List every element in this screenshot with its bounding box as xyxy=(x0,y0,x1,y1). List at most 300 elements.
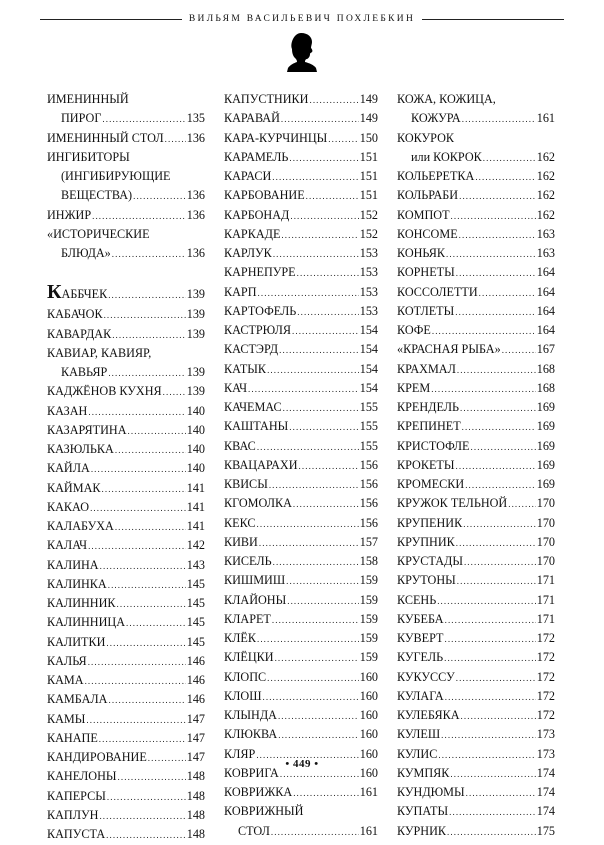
index-entry xyxy=(47,613,205,632)
dot-leader xyxy=(445,688,536,707)
index-entry xyxy=(47,479,205,498)
entry-page-number: 152 xyxy=(359,207,378,222)
index-entry xyxy=(47,382,205,401)
dot-leader xyxy=(299,457,359,476)
entry-page-number: 148 xyxy=(186,769,205,784)
index-entry xyxy=(224,283,378,302)
entry-page-number: 174 xyxy=(536,765,555,780)
entry-term: КАВАРДАК xyxy=(47,326,112,341)
dot-leader xyxy=(445,611,536,630)
entry-page-number: 162 xyxy=(536,207,555,222)
index-entry xyxy=(397,263,555,282)
index-entry xyxy=(224,571,378,590)
entry-page-number: 139 xyxy=(186,365,205,379)
entry-term: КАЙМАК xyxy=(47,480,101,495)
dot-leader xyxy=(106,826,186,845)
entry-page-number: 141 xyxy=(186,480,205,495)
dot-leader xyxy=(289,149,358,168)
header-rule-right xyxy=(422,19,564,20)
index-entry xyxy=(224,610,378,629)
index-entry xyxy=(224,186,378,205)
dot-leader xyxy=(257,515,359,534)
entry-page-number: 162 xyxy=(536,149,555,164)
dot-leader xyxy=(451,207,536,226)
index-entry xyxy=(397,206,555,225)
entry-term: КАЛИТКИ xyxy=(47,634,106,649)
dot-leader xyxy=(456,669,536,688)
index-entry xyxy=(47,167,205,186)
dot-leader xyxy=(257,438,359,457)
index-entry xyxy=(224,591,378,610)
dot-leader xyxy=(115,518,186,537)
entry-page-number: 154 xyxy=(359,323,378,337)
dot-leader xyxy=(309,91,358,110)
entry-term: КУКУССУ xyxy=(397,669,455,684)
dot-leader xyxy=(456,264,536,283)
entry-page-number: 160 xyxy=(359,669,378,684)
entry-term: КОЛЬРАБИ xyxy=(397,188,459,203)
index-entry xyxy=(47,498,205,517)
entry-term: КАЧ xyxy=(224,380,247,395)
index-entry xyxy=(47,556,205,575)
entry-page-number: 146 xyxy=(186,653,205,668)
dot-leader xyxy=(102,480,186,499)
entry-term: КАДЖЁНОВ КУХНЯ xyxy=(47,384,162,399)
entry-page-number: 172 xyxy=(536,669,555,684)
entry-page-number: 160 xyxy=(359,708,378,722)
index-entry xyxy=(397,109,555,128)
entry-term: КУМПЯК xyxy=(397,765,450,780)
entry-term: КАПУСТА xyxy=(47,827,106,841)
entry-term: КАМЫ xyxy=(47,711,86,726)
dot-leader xyxy=(290,207,358,226)
index-entry xyxy=(397,90,555,109)
index-entry xyxy=(397,706,555,725)
index-entry xyxy=(397,591,555,610)
index-entry xyxy=(47,305,205,324)
entry-page-number: 160 xyxy=(359,727,378,742)
entry-term: КРЕНДЕЛЬ xyxy=(397,400,460,414)
dot-leader xyxy=(99,730,186,749)
entry-page-number: 150 xyxy=(359,130,378,145)
dot-leader xyxy=(88,653,186,672)
dot-leader xyxy=(465,476,536,495)
index-entry xyxy=(397,244,555,263)
index-entry xyxy=(224,321,378,340)
entry-term: БЛЮДА» xyxy=(61,246,111,260)
entry-term: КВИСЫ xyxy=(224,477,268,491)
entry-term: КАРБОНАД xyxy=(224,207,290,222)
index-entry xyxy=(47,186,205,205)
entry-term: КАМА xyxy=(47,673,84,687)
index-entry xyxy=(397,302,555,321)
section-initial-letter: К xyxy=(47,281,62,304)
entry-term: КУРНИК xyxy=(397,823,447,838)
index-entry xyxy=(397,379,555,398)
index-entry xyxy=(224,822,378,841)
index-entry xyxy=(397,283,555,302)
entry-term: КРУСТАДЫ xyxy=(397,554,463,568)
entry-term: КАЗЮЛЬКА xyxy=(47,442,114,456)
entry-page-number: 169 xyxy=(536,477,555,491)
entry-term: ИНГИБИТОРЫ xyxy=(47,149,130,164)
dot-leader xyxy=(85,672,186,691)
dot-leader xyxy=(267,361,359,380)
entry-page-number: 159 xyxy=(359,592,378,607)
index-entry xyxy=(47,402,205,421)
entry-page-number: 168 xyxy=(536,361,555,376)
index-entry xyxy=(224,802,378,821)
dot-leader xyxy=(259,534,359,553)
entry-page-number: 162 xyxy=(536,188,555,203)
entry-term: КУГЕЛЬ xyxy=(397,650,444,665)
dot-leader xyxy=(449,803,536,822)
index-entry xyxy=(224,725,378,744)
index-entry xyxy=(47,459,205,478)
dot-leader xyxy=(163,383,186,402)
entry-page-number: 156 xyxy=(359,496,378,511)
entry-page-number: 161 xyxy=(536,111,555,126)
index-entry xyxy=(224,244,378,263)
entry-term: КАЛИННИК xyxy=(47,596,116,610)
entry-term: КОРНЕТЫ xyxy=(397,265,455,280)
index-entry xyxy=(397,514,555,533)
author-silhouette-icon xyxy=(286,31,318,73)
entry-term: КАЛИННИЦА xyxy=(47,615,126,630)
entry-term: КРАХМАЛ xyxy=(397,361,456,376)
entry-page-number: 170 xyxy=(536,496,555,511)
entry-page-number: 149 xyxy=(359,92,378,106)
entry-term: КАБАЧОК xyxy=(47,307,103,322)
entry-term: КЛЯР xyxy=(224,746,256,761)
entry-term: КАСТЭРД xyxy=(224,342,279,357)
entry-term: КИСЕЛЬ xyxy=(224,554,272,568)
entry-page-number: 164 xyxy=(536,284,555,299)
dot-leader xyxy=(281,226,358,245)
entry-term: КИШМИШ xyxy=(224,573,286,588)
entry-term: КАПЕРСЫ xyxy=(47,788,106,803)
header-title: ВИЛЬЯМ ВАСИЛЬЕВИЧ ПОХЛЕБКИН xyxy=(188,14,416,24)
index-entry xyxy=(397,687,555,706)
entry-page-number: 146 xyxy=(186,692,205,707)
dot-leader xyxy=(444,630,535,649)
entry-term: КОТЛЕТЫ xyxy=(397,303,455,318)
entry-page-number: 163 xyxy=(536,226,555,241)
index-entry xyxy=(224,90,378,109)
entry-page-number: 164 xyxy=(536,323,555,337)
entry-page-number: 153 xyxy=(359,246,378,260)
dot-leader xyxy=(466,784,536,803)
entry-page-number: 136 xyxy=(186,188,205,203)
index-entry xyxy=(397,148,555,167)
index-entry xyxy=(47,671,205,690)
dot-leader xyxy=(508,495,535,514)
entry-term: КОВРИЖКА xyxy=(224,785,293,799)
index-entry xyxy=(47,440,205,459)
dot-leader xyxy=(133,187,186,206)
entry-page-number: 145 xyxy=(186,576,205,591)
entry-term: КУЛАГА xyxy=(397,688,444,703)
entry-term: КАЛАЧ xyxy=(47,538,88,553)
dot-leader xyxy=(263,688,359,707)
index-entry xyxy=(397,725,555,744)
dot-leader xyxy=(457,572,536,591)
entry-page-number: 156 xyxy=(359,515,378,530)
index-entry xyxy=(397,340,555,359)
entry-page-number: 141 xyxy=(186,499,205,514)
index-entry xyxy=(397,648,555,667)
index-entry xyxy=(397,783,555,802)
entry-page-number: 139 xyxy=(186,384,205,399)
entry-page-number: 154 xyxy=(359,342,378,357)
index-entry xyxy=(397,610,555,629)
index-entry xyxy=(397,437,555,456)
entry-page-number: 139 xyxy=(186,326,205,341)
dot-leader xyxy=(432,322,536,341)
index-entry xyxy=(397,186,555,205)
index-entry xyxy=(224,437,378,456)
index-entry xyxy=(224,263,378,282)
entry-page-number: 148 xyxy=(186,788,205,803)
index-entry xyxy=(47,710,205,729)
entry-page-number: 167 xyxy=(536,342,555,357)
entry-term: КВАС xyxy=(224,438,256,453)
entry-term: КУВЕРТ xyxy=(397,631,444,645)
entry-term: КАНДИРОВАНИЕ xyxy=(47,750,147,764)
entry-page-number: 161 xyxy=(359,785,378,799)
entry-term: КРЕПИНЕТ xyxy=(397,419,461,434)
dot-leader xyxy=(117,595,186,614)
entry-page-number: 174 xyxy=(536,804,555,819)
entry-term: КОКУРОК xyxy=(397,130,454,145)
entry-page-number: 169 xyxy=(536,457,555,472)
entry-term: КОВРИГА xyxy=(224,765,279,780)
entry-term: КАКАО xyxy=(47,499,90,514)
dot-leader xyxy=(328,130,358,149)
dot-leader xyxy=(90,499,186,518)
index-entry xyxy=(397,571,555,590)
index-entry xyxy=(47,279,205,305)
entry-term: ИМЕНИННЫЙ СТОЛ xyxy=(47,130,164,145)
dot-leader xyxy=(463,515,536,534)
index-entry xyxy=(224,475,378,494)
entry-term: КАРЛУК xyxy=(224,246,272,260)
entry-page-number: 136 xyxy=(186,207,205,222)
dot-leader xyxy=(289,418,358,437)
entry-term: КОМПОТ xyxy=(397,207,450,222)
index-entry xyxy=(224,783,378,802)
dot-leader xyxy=(279,341,359,360)
index-entry xyxy=(224,360,378,379)
entry-page-number: 170 xyxy=(536,515,555,530)
entry-term: КСЕНЬ xyxy=(397,592,437,607)
dot-leader xyxy=(92,207,186,226)
index-entry xyxy=(397,494,555,513)
entry-page-number: 140 xyxy=(186,442,205,456)
entry-term: КЛАЙОНЫ xyxy=(224,592,287,607)
entry-page-number: 146 xyxy=(186,673,205,687)
dot-leader xyxy=(126,614,186,633)
entry-page-number: 154 xyxy=(359,361,378,376)
index-entry xyxy=(397,360,555,379)
entry-page-number: 143 xyxy=(186,557,205,572)
dot-leader xyxy=(107,788,186,807)
entry-page-number: 151 xyxy=(359,188,378,203)
index-entry xyxy=(397,552,555,571)
index-entry xyxy=(397,802,555,821)
dot-leader xyxy=(306,187,359,206)
entry-term: КАВИАР, КАВИЯР, xyxy=(47,345,152,360)
index-entry xyxy=(397,129,555,148)
entry-term: КРУПЕНИК xyxy=(397,515,463,530)
entry-page-number: 159 xyxy=(359,573,378,588)
entry-page-number: 159 xyxy=(359,611,378,626)
entry-page-number: 171 xyxy=(536,592,555,607)
entry-page-number: 158 xyxy=(359,554,378,568)
entry-page-number: 145 xyxy=(186,596,205,610)
entry-page-number: 157 xyxy=(359,534,378,549)
entry-term: КАТЫК xyxy=(224,361,267,376)
index-entry xyxy=(224,379,378,398)
index-entry xyxy=(47,767,205,786)
entry-term: КАЛИНКА xyxy=(47,576,107,591)
index-entry xyxy=(47,421,205,440)
dot-leader xyxy=(165,130,186,149)
entry-term: КРУПНИК xyxy=(397,534,455,549)
index-entry xyxy=(397,456,555,475)
index-entry xyxy=(397,629,555,648)
entry-term: КОНЬЯК xyxy=(397,246,446,260)
entry-term: КАПЛУН xyxy=(47,807,99,822)
entry-term: ВЕЩЕСТВА) xyxy=(61,188,133,203)
entry-term: КЕКС xyxy=(224,515,256,530)
entry-term: ИМЕНИННЫЙ xyxy=(47,92,129,106)
entry-term: КАЛЬЯ xyxy=(47,653,87,668)
dot-leader xyxy=(471,438,536,457)
dot-leader xyxy=(91,460,186,479)
entry-term: КАЗАРЯТИНА xyxy=(47,422,127,437)
entry-page-number: 171 xyxy=(536,573,555,588)
entry-term: КУБЕБА xyxy=(397,611,444,626)
entry-term: КАРКАДЕ xyxy=(224,226,281,241)
entry-page-number: 141 xyxy=(186,519,205,533)
entry-term: СТОЛ xyxy=(238,823,270,838)
entry-term: КАШТАНЫ xyxy=(224,419,289,434)
entry-term: КУЛЕШ xyxy=(397,727,441,742)
entry-page-number: 168 xyxy=(536,380,555,395)
index-entry xyxy=(224,552,378,571)
entry-term: КЛОПС xyxy=(224,669,267,684)
dot-leader xyxy=(457,361,536,380)
dot-leader xyxy=(281,110,359,129)
header-rule-left xyxy=(40,19,182,20)
index-entry xyxy=(224,706,378,725)
entry-term: КОССОЛЕТТИ xyxy=(397,284,478,299)
entry-term: КОЖА, КОЖИЦА, xyxy=(397,92,496,106)
dot-leader xyxy=(278,726,359,745)
entry-page-number: 147 xyxy=(186,730,205,745)
entry-page-number: 153 xyxy=(359,265,378,280)
entry-page-number: 135 xyxy=(186,111,205,126)
dot-leader xyxy=(115,441,186,460)
entry-term: КОВРИЖНЫЙ xyxy=(224,804,304,819)
dot-leader xyxy=(441,726,536,745)
entry-page-number: 170 xyxy=(536,534,555,549)
dot-leader xyxy=(297,264,359,283)
index-entry xyxy=(47,787,205,806)
dot-leader xyxy=(275,649,359,668)
dot-leader xyxy=(462,418,536,437)
index-entry xyxy=(47,344,205,363)
index-entry xyxy=(224,167,378,186)
dot-leader xyxy=(272,168,358,187)
dot-leader xyxy=(104,306,186,325)
dot-leader xyxy=(273,553,359,572)
index-column-1 xyxy=(47,90,205,844)
entry-page-number: 164 xyxy=(536,265,555,280)
entry-term: КИВИ xyxy=(224,534,258,549)
dot-leader xyxy=(271,823,359,842)
index-entry xyxy=(397,822,555,841)
entry-page-number: 159 xyxy=(359,650,378,665)
dot-leader xyxy=(258,284,359,303)
dot-leader xyxy=(267,669,359,688)
entry-page-number: 142 xyxy=(186,538,205,553)
entry-term: КАЙЛА xyxy=(47,461,90,476)
index-entry xyxy=(47,206,205,225)
dot-leader xyxy=(446,245,536,264)
entry-term: КАЧЕМАС xyxy=(224,400,282,414)
dot-leader xyxy=(248,380,359,399)
entry-page-number: 164 xyxy=(536,303,555,318)
dot-leader xyxy=(437,592,536,611)
entry-term: КЛЁЦКИ xyxy=(224,650,274,665)
index-entry xyxy=(224,340,378,359)
entry-page-number: 160 xyxy=(359,765,378,780)
index-entry xyxy=(224,148,378,167)
dot-leader xyxy=(269,476,359,495)
entry-term: ИНЖИР xyxy=(47,207,92,222)
entry-page-number: 160 xyxy=(359,746,378,761)
dot-leader xyxy=(99,807,185,826)
dot-leader xyxy=(444,649,536,668)
entry-page-number: 174 xyxy=(536,785,555,799)
entry-page-number: 169 xyxy=(536,419,555,434)
dot-leader xyxy=(460,399,536,418)
index-entry xyxy=(47,225,205,244)
index-entry xyxy=(47,575,205,594)
entry-term: КРУТОНЫ xyxy=(397,573,456,588)
entry-term: КАМБАЛА xyxy=(47,692,108,707)
entry-page-number: 148 xyxy=(186,807,205,822)
entry-page-number: 145 xyxy=(186,634,205,649)
entry-term: КАЗАН xyxy=(47,403,88,418)
entry-term: КАЛИНА xyxy=(47,557,99,572)
entry-page-number: 159 xyxy=(359,631,378,645)
entry-page-number: 148 xyxy=(186,827,205,841)
dot-leader xyxy=(272,611,359,630)
dot-leader xyxy=(479,284,536,303)
index-entry xyxy=(224,398,378,417)
index-entry xyxy=(224,687,378,706)
entry-page-number: 172 xyxy=(536,688,555,703)
entry-term: КАРБОВАНИЕ xyxy=(224,188,305,203)
dot-leader xyxy=(461,707,536,726)
index-entry xyxy=(47,652,205,671)
entry-term: «ИСТОРИЧЕСКИЕ xyxy=(47,226,150,241)
index-entry xyxy=(397,398,555,417)
entry-term: КРЕМ xyxy=(397,380,431,395)
